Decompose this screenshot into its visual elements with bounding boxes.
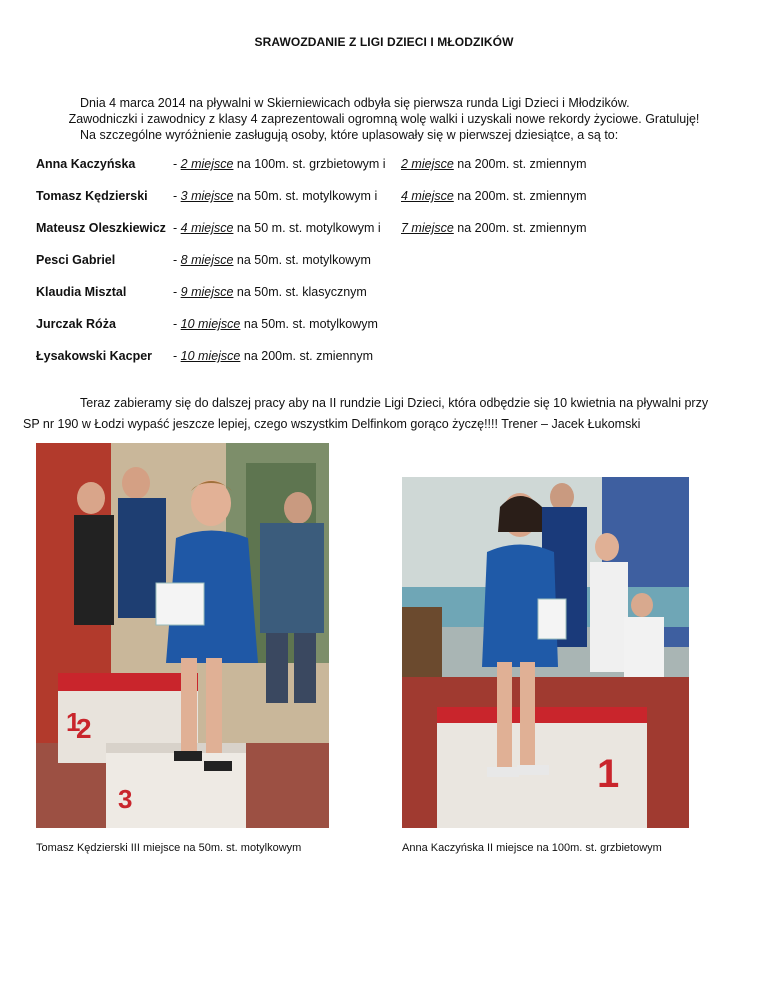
- photo-caption: Tomasz Kędzierski III miejsce na 50m. st. motylkowym: [36, 842, 302, 854]
- place-label: 9 miejsce: [180, 285, 234, 299]
- athlete-name: Tomasz Kędzierski: [36, 189, 148, 203]
- result-second: [401, 221, 587, 235]
- closing-line-2: SP nr 190 w Łodzi wypaść jeszcze lepiej, czego wszystkim Delfinkom gorąco życzę!!!! Trener – Jacek Łukomski: [23, 417, 641, 431]
- place-label: 8 miejsce: [180, 253, 234, 267]
- result-first: - 8 miejsce na 50m. st. motylkowym: [173, 253, 371, 267]
- intro-line-2: Zawodniczki i zawodnicy z klasy 4 zaprezentowali ogromną wolę walki i uzyskali nowe rekordy życiowe. Gratuluję!: [68, 112, 700, 126]
- event-label: na 200m. st. zmiennym: [453, 221, 587, 235]
- podium-digit: 1: [66, 707, 81, 737]
- podium-digit: 2: [76, 713, 92, 744]
- event-label: na 50m. st. motylkowym: [233, 253, 371, 267]
- place-label: 2 miejsce: [180, 157, 234, 171]
- place-label: 2 miejsce: [401, 157, 454, 171]
- result-first: - 3 miejsce na 50m. st. motylkowym i: [173, 189, 378, 203]
- photo-tomasz-podium: [36, 443, 329, 828]
- place-label: 7 miejsce: [401, 221, 454, 235]
- intro-paragraph: [0, 95, 768, 143]
- place-label: 10 miejsce: [180, 317, 241, 331]
- podium-digit: 3: [118, 784, 133, 814]
- event-label: na 100m. st. grzbietowym i: [233, 157, 386, 171]
- result-second: [401, 189, 587, 203]
- result-first: - 9 miejsce na 50m. st. klasycznym: [173, 285, 367, 299]
- event-label: na 50m. st. motylkowym: [240, 317, 378, 331]
- event-label: na 50m. st. motylkowym i: [233, 189, 378, 203]
- place-label: 4 miejsce: [401, 189, 454, 203]
- event-label: na 200m. st. zmiennym: [240, 349, 374, 363]
- athlete-name: Mateusz Oleszkiewicz: [36, 221, 166, 235]
- result-first: - 10 miejsce na 200m. st. zmiennym: [173, 349, 374, 363]
- closing-paragraph: [23, 393, 743, 435]
- place-label: 4 miejsce: [180, 221, 234, 235]
- athlete-name: Jurczak Róża: [36, 317, 116, 331]
- place-label: 3 miejsce: [180, 189, 234, 203]
- event-label: na 200m. st. zmiennym: [453, 157, 587, 171]
- place-label: 10 miejsce: [180, 349, 241, 363]
- event-label: na 50m. st. klasycznym: [233, 285, 367, 299]
- intro-line-1: Dnia 4 marca 2014 na pływalni w Skierniewicach odbyła się pierwsza runda Ligi Dzieci i Młodzików.: [80, 96, 630, 110]
- athlete-name: Anna Kaczyńska: [36, 157, 136, 171]
- document-title: SRAWOZDANIE Z LIGI DZIECI I MŁODZIKÓW: [254, 35, 514, 49]
- event-label: na 200m. st. zmiennym: [453, 189, 587, 203]
- athlete-name: Pesci Gabriel: [36, 253, 116, 267]
- result-first: - 4 miejsce na 50 m. st. motylkowym i: [173, 221, 381, 235]
- intro-line-3: Na szczególne wyróżnienie zasługują osoby, które uplasowały się w pierwszej dziesiątce, a są to:: [80, 128, 619, 142]
- photo-anna-podium: [402, 477, 689, 828]
- athlete-name: Łysakowski Kacper: [36, 349, 153, 363]
- result-second: [401, 157, 587, 171]
- result-first: - 10 miejsce na 50m. st. motylkowym: [173, 317, 378, 331]
- result-first: - 2 miejsce na 100m. st. grzbietowym i: [173, 157, 386, 171]
- podium-digit: 1: [597, 752, 620, 796]
- event-label: na 50 m. st. motylkowym i: [233, 221, 381, 235]
- photo-caption: Anna Kaczyńska II miejsce na 100m. st. grzbietowym: [402, 842, 662, 854]
- closing-line-1: Teraz zabieramy się do dalszej pracy aby na II rundzie Ligi Dzieci, która odbędzie się 10 kwietnia na pływalni przy: [80, 396, 709, 410]
- athlete-name: Klaudia Misztal: [36, 285, 127, 299]
